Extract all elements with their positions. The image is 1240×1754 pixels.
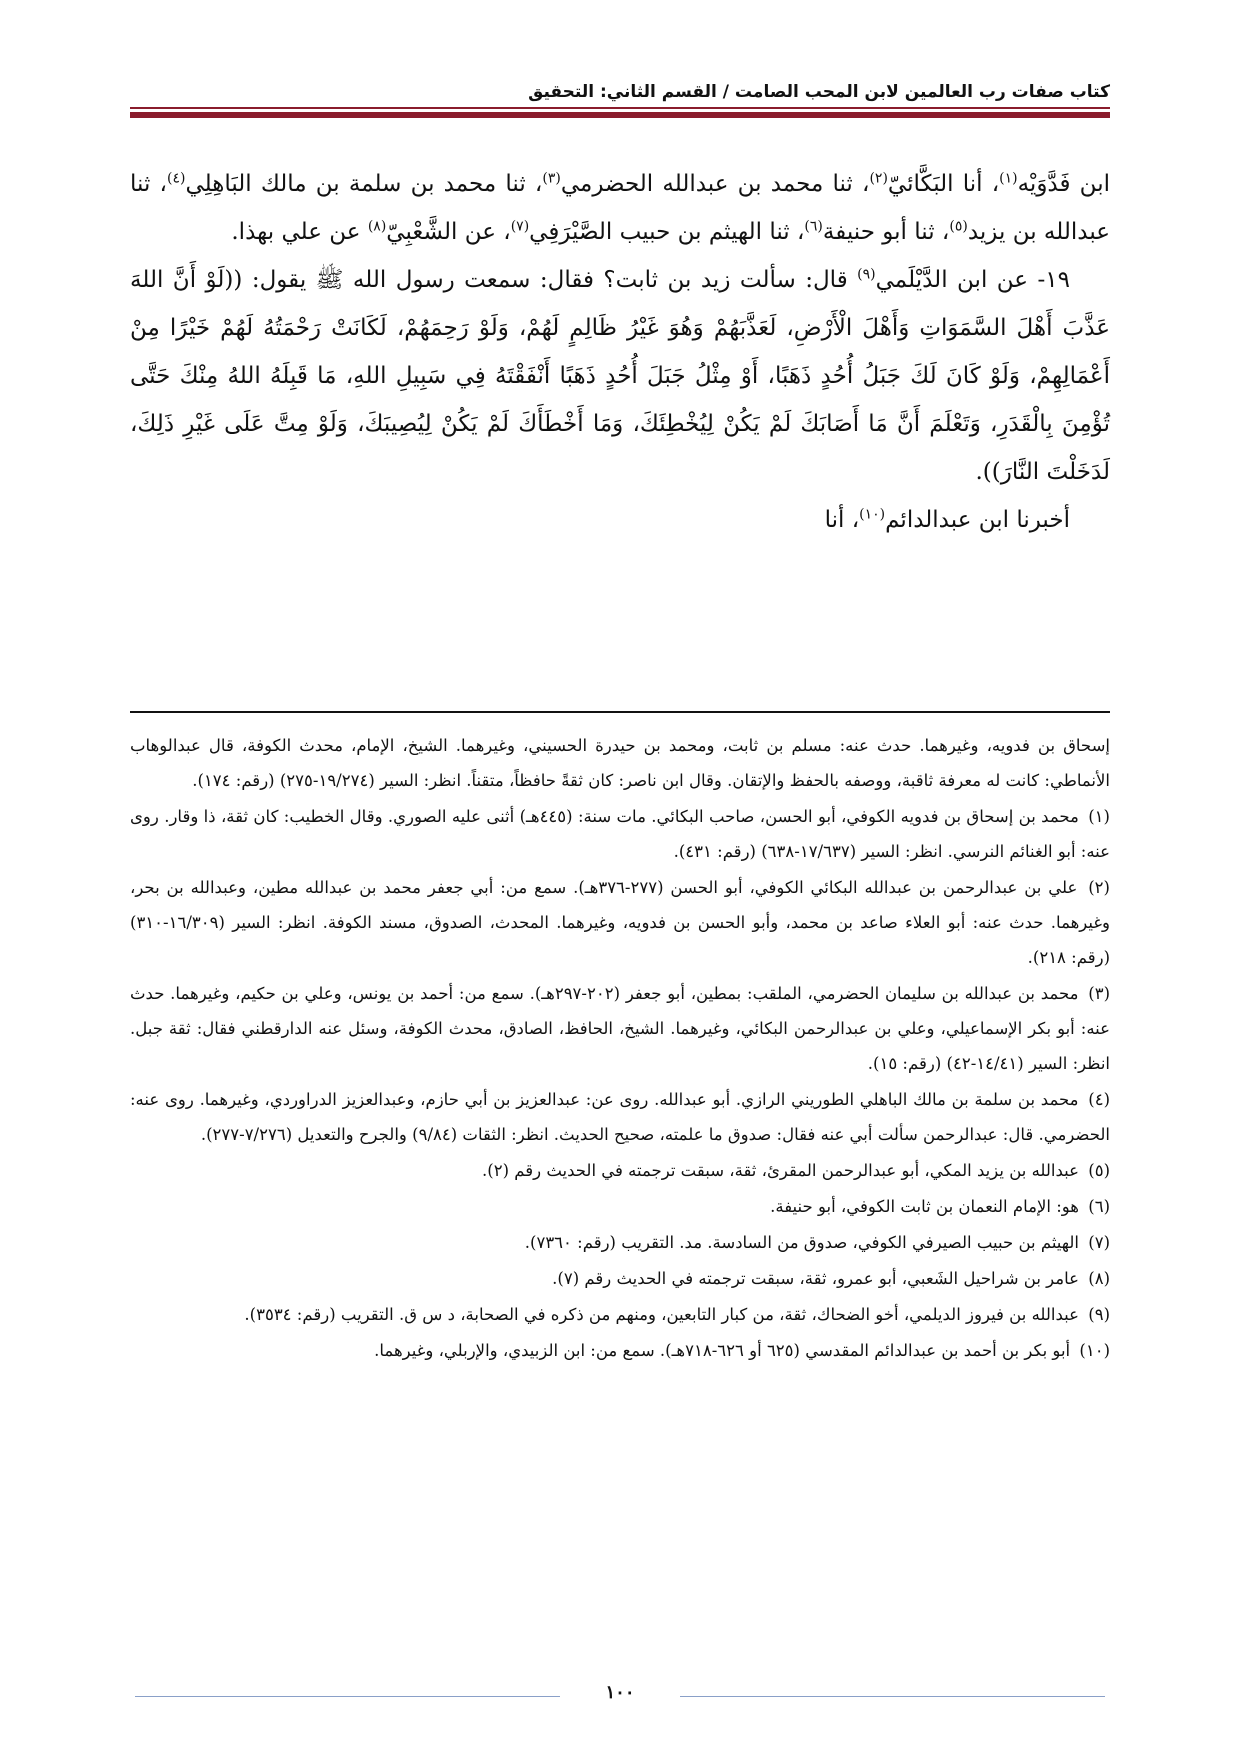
footnote-separator bbox=[130, 711, 1110, 713]
footnote-ref: (٣) bbox=[542, 170, 561, 187]
footnote-text: علي بن عبدالرحمن بن عبدالله البكائي الكوفي، أبو الحسن (٢٧٧-٣٧٦هـ). سمع من: أبي جعفر محمد بن عبدالله مطين، وعبدالله بن بحر، وغيرهما. حدث عنه: أبو العلاء صاعد بن محمد، وأبو الحسن بن فدويه، وغيرهما. المحدث، الصدوق، مسند الكوفة. انظر: السير (١٦/٣٠٩-٣١٠) (رقم: ٢١٨). bbox=[130, 878, 1110, 967]
footnote-9 bbox=[130, 1297, 1110, 1332]
footnote-number: (٥) bbox=[1088, 1161, 1110, 1180]
text-segment: ، ثنا محمد بن عبدالله الحضرمي bbox=[560, 171, 870, 197]
footnote-text: الهيثم بن حبيب الصيرفي الكوفي، صدوق من السادسة. مد. التقريب (رقم: ٧٣٦٠). bbox=[524, 1233, 1079, 1252]
footnote-number: (٨) bbox=[1088, 1269, 1110, 1288]
footnote-ref: (٧) bbox=[510, 218, 530, 235]
footnote-1 bbox=[130, 799, 1110, 869]
footnote-4 bbox=[130, 1082, 1110, 1152]
footnote-text: عبدالله بن يزيد المكي، أبو عبدالرحمن المقرئ، ثقة، سبقت ترجمته في الحديث رقم (٢). bbox=[482, 1161, 1079, 1180]
footnote-number: (٦) bbox=[1088, 1197, 1110, 1216]
footnote-number: (٤) bbox=[1088, 1090, 1111, 1109]
footnote-ref: (٢) bbox=[869, 170, 888, 187]
footnote-8 bbox=[130, 1261, 1110, 1296]
main-text bbox=[130, 160, 1110, 544]
footnote-7 bbox=[130, 1225, 1110, 1260]
text-segment: قال: سألت زيد بن ثابت؟ فقال: سمعت رسول الله ﷺ يقول: ((لَوْ أَنَّ اللهَ عَذَّبَ أَهْلَ السَّمَوَاتِ وَأَهْلَ الْأَرْضِ، لَعَذَّبَهُمْ وَهُوَ غَيْرُ ظَالِمٍ لَهُمْ، وَلَوْ رَحِمَهُمْ، لَكَانَتْ رَحْمَتُهُ لَهُمْ خَيْرًا مِنْ أَعْمَالِهِمْ، وَلَوْ كَانَ لَكَ جَبَلُ أُحُدٍ ذَهَبًا، أَوْ مِثْلُ جَبَلَ أُحُدٍ ذَهَبًا أَنْفَقْتَهُ فِي سَبِيلِ اللهِ، مَا قَبِلَهُ اللهُ مِنْكَ حَتَّى تُؤْمِنَ بِالْقَدَرِ، وَتَعْلَمَ أَنَّ مَا أَصَابَكَ لَمْ يَكُنْ لِيُخْطِئَكَ، وَمَا أَخْطَأَكَ لَمْ يَكُنْ لِيُصِيبَكَ، وَلَوْ مِتَّ عَلَى غَيْرِ ذَلِكَ، لَدَخَلْتَ النَّارَ)). bbox=[130, 267, 1110, 485]
text-segment: عن علي بهذا. bbox=[231, 219, 368, 245]
footnote-number: (١) bbox=[1088, 807, 1110, 826]
running-header-title: كتاب صفات رب العالمين لابن المحب الصامت / القسم الثاني: التحقيق bbox=[528, 82, 1110, 102]
footnote-ref: (١) bbox=[999, 170, 1018, 187]
footnote-5 bbox=[130, 1153, 1110, 1188]
footnote-ref: (٨) bbox=[367, 218, 387, 235]
text-segment: ، ثنا محمد بن سلمة بن مالك البَاهِلِي bbox=[185, 171, 543, 197]
footnote-text: محمد بن سلمة بن مالك الباهلي الطوريني الرازي. أبو عبدالله. روى عن: عبدالعزيز بن أبي حازم، وعبدالعزيز الدراوردي، وغيرهما. روى عنه: الحضرمي. قال: عبدالرحمن سألت أبي عنه فقال: صدوق ما علمته، صحيح الحديث. انظر: الثقات (٩/٨٤) والجرح والتعديل (٧/٢٧٦-٢٧٧). bbox=[130, 1090, 1110, 1144]
paragraph-isnad bbox=[130, 160, 1110, 256]
text-segment: ، عن الشَّعْبِيّ bbox=[386, 219, 511, 245]
text-segment: ، أنا bbox=[824, 507, 860, 533]
paragraph-hadith-19 bbox=[130, 256, 1110, 496]
page-number: ١٠٠ bbox=[560, 1676, 680, 1710]
text-segment: ، ثنا عبدالله بن يزيد bbox=[130, 171, 1110, 245]
footnote-number: (٩) bbox=[1088, 1305, 1110, 1324]
footnote-text: محمد بن عبدالله بن سليمان الحضرمي، الملقب: بمطين، أبو جعفر (٢٠٢-٢٩٧هـ). سمع من: أحمد بن يونس، وعلي بن حكيم، وغيرهما. حدث عنه: أبو بكر الإسماعيلي، وعلي بن عبدالرحمن البكائي، وغيرهما. الشيخ، الحافظ، الصادق، محدث الكوفة، وسئل عنه الدارقطني فقال: ثقة جبل. انظر: السير (١٤/٤١-٤٢) (رقم: ١٥). bbox=[130, 984, 1110, 1073]
footnote-6 bbox=[130, 1189, 1110, 1224]
text-segment: ابن فَدَّوَيْه bbox=[1017, 171, 1110, 197]
footnote-2 bbox=[130, 870, 1110, 975]
footnote-3 bbox=[130, 976, 1110, 1081]
footnote-text: عامر بن شراحيل الشَعبي، أبو عمرو، ثقة، سبقت ترجمته في الحديث رقم (٧). bbox=[552, 1269, 1079, 1288]
footnote-10 bbox=[130, 1333, 1110, 1368]
footnote-text: أبو بكر بن أحمد بن عبدالدائم المقدسي (٦٢٥ أو ٦٢٦-٧١٨هـ). سمع من: ابن الزبيدي، والإربلي، وغيرهما. bbox=[374, 1341, 1071, 1360]
header-rule-thick bbox=[130, 112, 1110, 118]
text-segment: ، ثنا أبو حنيفة bbox=[822, 219, 950, 245]
text-segment: أخبرنا ابن عبدالدائم bbox=[885, 507, 1070, 533]
header-rule-thin bbox=[130, 107, 1110, 109]
text-segment: ١٩- عن ابن الدَّيْلَمي bbox=[875, 267, 1070, 293]
text-segment: ، ثنا الهيثم بن حبيب الصَّيْرَفِي bbox=[529, 219, 805, 245]
footnote-text: محمد بن إسحاق بن فدويه الكوفي، أبو الحسن، صاحب البكائي. مات سنة: (٤٤٥هـ) أثنى عليه الصوري. وقال الخطيب: كان ثقة، ذا وقار. روى عنه: أبو الغنائم النرسي. انظر: السير (١٧/٦٣٧-٦٣٨) (رقم: ٤٣١). bbox=[130, 807, 1110, 861]
footnote-ref: (١٠) bbox=[859, 506, 886, 523]
text-segment: ، أنا البَكَّائيّ bbox=[887, 171, 1000, 197]
footnote-ref: (٤) bbox=[166, 170, 186, 187]
footnote-continuation: إسحاق بن فدويه، وغيرهما. حدث عنه: مسلم بن ثابت، ومحمد بن حيدرة الحسيني، وغيرهما. الشيخ، الإمام، محدث الكوفة، قال عبدالوهاب الأنماطي: كانت له معرفة ثاقبة، ووصفه بالحفظ والإتقان. وقال ابن ناصر: كان ثقةً حافظاً، متقناً. انظر: السير (١٩/٢٧٤-٢٧٥) (رقم: ١٧٤). bbox=[130, 736, 1110, 790]
paragraph-next-isnad bbox=[130, 496, 1110, 544]
footnote-text: عبدالله بن فيروز الديلمي، أخو الضحاك، ثقة، من كبار التابعين، ومنهم من ذكره في الصحابة، د س ق. التقريب (رقم: ٣٥٣٤). bbox=[244, 1305, 1079, 1324]
footnote-number: (٢) bbox=[1088, 878, 1110, 897]
footnote-ref: (٦) bbox=[804, 218, 823, 235]
footnote-ref: (٥) bbox=[949, 218, 968, 235]
footnote-ref: (٩) bbox=[857, 266, 876, 283]
footnote-text: هو: الإمام النعمان بن ثابت الكوفي، أبو حنيفة. bbox=[770, 1197, 1079, 1216]
footnote-number: (٧) bbox=[1088, 1233, 1110, 1252]
footnote-number: (١٠) bbox=[1079, 1341, 1110, 1360]
footnote-number: (٣) bbox=[1088, 984, 1111, 1003]
footnotes bbox=[130, 728, 1110, 1369]
